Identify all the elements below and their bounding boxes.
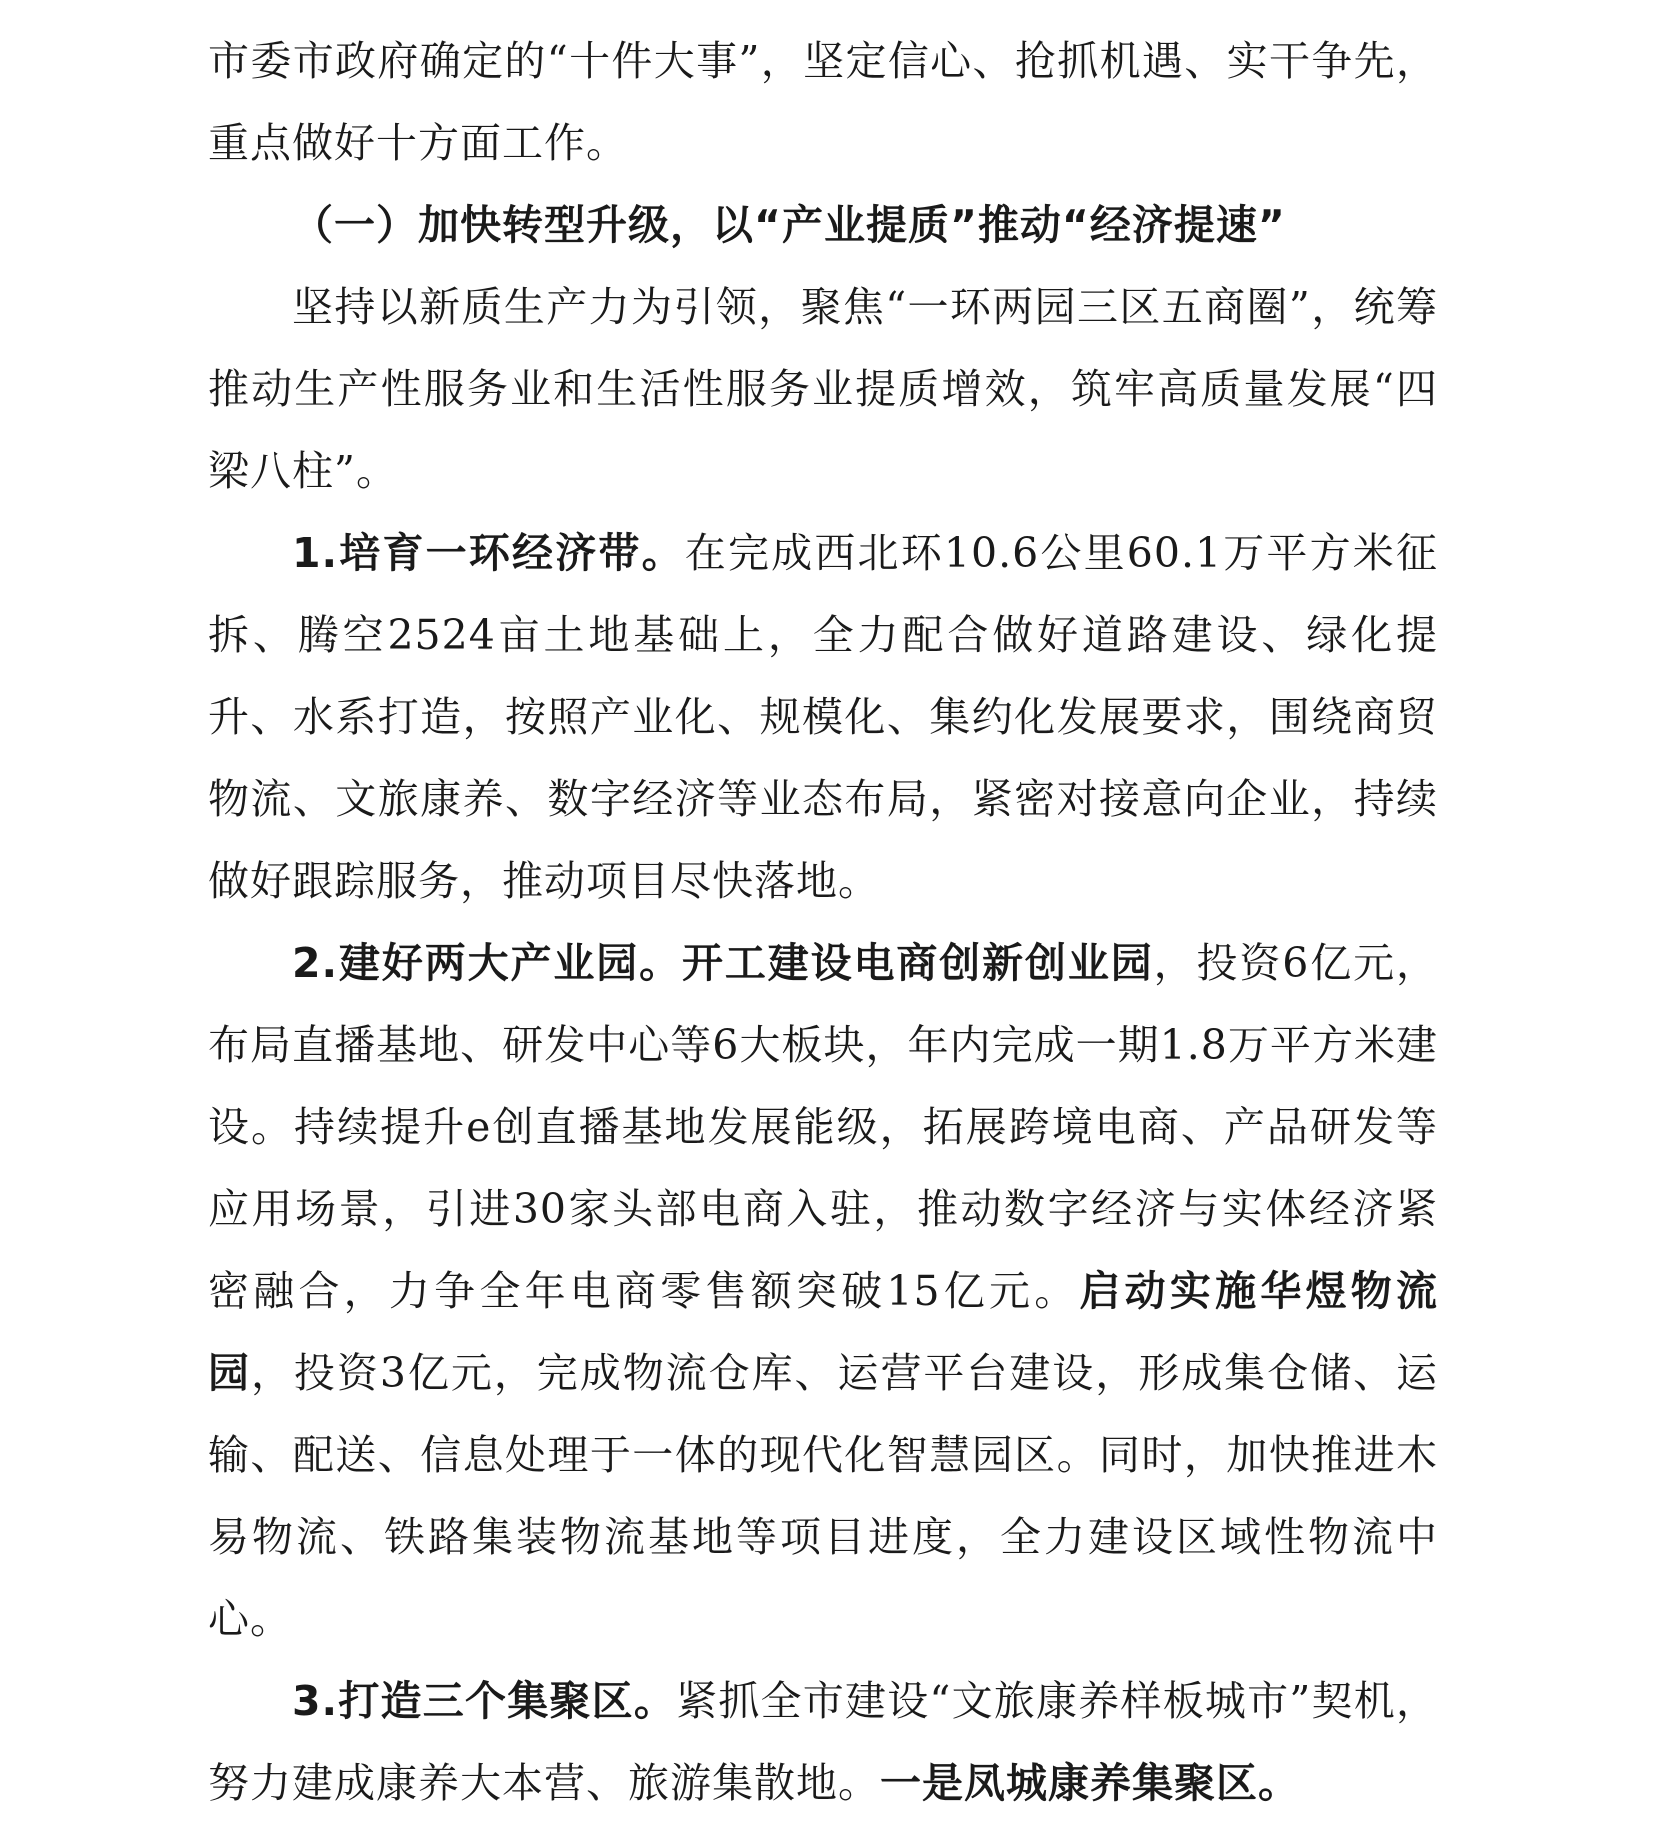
- paragraph-overview: 坚持以新质生产力为引领，聚焦“一环两园三区五商圈”，统筹推动生产性服务业和生活性服务业提质增效，筑牢高质量发展“四梁八柱”。: [208, 283, 1438, 495]
- item-2-lead-bold: 开工建设电商创新创业园: [682, 939, 1154, 987]
- item-3-title: 3.打造三个集聚区。: [292, 1677, 677, 1725]
- item-3-tail-bold: 一是凤城康养集聚区。: [880, 1759, 1300, 1807]
- item-2-title: 2.建好两大产业园。: [292, 939, 682, 987]
- item-3-paragraph: [208, 1660, 1438, 1824]
- item-2-body-b: ，投资3亿元，完成物流仓库、运营平台建设，形成集仓储、运输、配送、信息处理于一体的现代化智慧园区。同时，加快推进木易物流、铁路集装物流基地等项目进度，全力建设区域性物流中心。: [208, 1349, 1438, 1643]
- document-body: [208, 20, 1438, 1824]
- section-heading: （一）加快转型升级，以“产业提质”推动“经济提速”: [292, 201, 1286, 249]
- item-2-mid-bold: 启动实施华煜物流园: [208, 1267, 1439, 1397]
- item-1-title: 1.培育一环经济带。: [292, 529, 685, 577]
- item-3-body: 紧抓全市建设“文旅康养样板城市”契机，努力建成康养大本营、旅游集散地。: [208, 1677, 1438, 1807]
- item-2-body-a: ，投资6亿元，布局直播基地、研发中心等6大板块，年内完成一期1.8万平方米建设。持续提升e创直播基地发展能级，拓展跨境电商、产品研发等应用场景，引进30家头部电商入驻，推动数字经济与实体经济紧密融合，力争全年电商零售额突破15亿元。: [208, 939, 1439, 1315]
- paragraph-intro: 市委市政府确定的“十件大事”，坚定信心、抢抓机遇、实干争先，重点做好十方面工作。: [208, 37, 1438, 167]
- item-1-body: 在完成西北环10.6公里60.1万平方米征拆、腾空2524亩土地基础上，全力配合做好道路建设、绿化提升、水系打造，按照产业化、规模化、集约化发展要求，围绕商贸物流、文旅康养、数字经济等业态布局，紧密对接意向企业，持续做好跟踪服务，推动项目尽快落地。: [208, 529, 1438, 905]
- item-1-paragraph: [208, 512, 1438, 922]
- item-2-paragraph: [208, 922, 1438, 1660]
